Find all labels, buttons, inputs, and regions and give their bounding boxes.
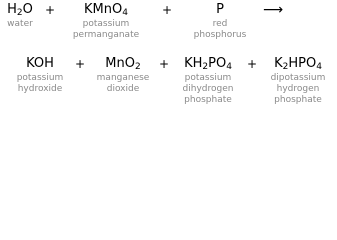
formula-water: $H_2O$ bbox=[7, 2, 33, 18]
formula-manganese-dioxide: MnO$_2$ bbox=[105, 56, 141, 72]
formula-potassium-permanganate: KMnO$_4$ bbox=[84, 2, 128, 18]
plus-operator: + bbox=[158, 57, 170, 71]
reaction-arrow: ⟶ bbox=[262, 2, 284, 18]
name-water: water bbox=[7, 19, 33, 29]
name-manganese-dioxide: manganese dioxide bbox=[96, 73, 150, 94]
species-potassium-permanganate bbox=[63, 2, 149, 41]
formula-potassium-dihydrogen-phosphate: $KH_2PO_4$ bbox=[184, 56, 232, 72]
plus-operator: + bbox=[44, 3, 56, 17]
formula-potassium-hydroxide: KOH bbox=[26, 56, 54, 71]
reactants-line bbox=[3, 2, 291, 41]
name-red-phosphorus: red phosphorus bbox=[193, 19, 247, 40]
species-potassium-dihydrogen-phosphate bbox=[178, 56, 238, 106]
plus-operator: + bbox=[74, 57, 86, 71]
name-potassium-dihydrogen-phosphate: potassium dihydrogen phosphate bbox=[182, 73, 234, 105]
name-potassium-hydroxide: potassium hydroxide bbox=[16, 73, 64, 94]
plus-operator: + bbox=[246, 57, 258, 71]
formula-red-phosphorus: P bbox=[216, 2, 224, 17]
formula-dipotassium-hydrogen-phosphate: $K_2HPO_4$ bbox=[274, 56, 322, 72]
species-dipotassium-hydrogen-phosphate bbox=[266, 56, 330, 106]
species-potassium-hydroxide bbox=[16, 56, 64, 95]
species-red-phosphorus bbox=[185, 2, 255, 41]
name-potassium-permanganate: potassium permanganate bbox=[72, 19, 140, 40]
plus-operator: + bbox=[161, 3, 173, 17]
species-water bbox=[3, 2, 37, 30]
species-manganese-dioxide bbox=[96, 56, 150, 95]
products-line bbox=[16, 56, 330, 106]
reaction-equation bbox=[0, 0, 337, 116]
name-dipotassium-hydrogen-phosphate: dipotassium hydrogen phosphate bbox=[270, 73, 326, 105]
